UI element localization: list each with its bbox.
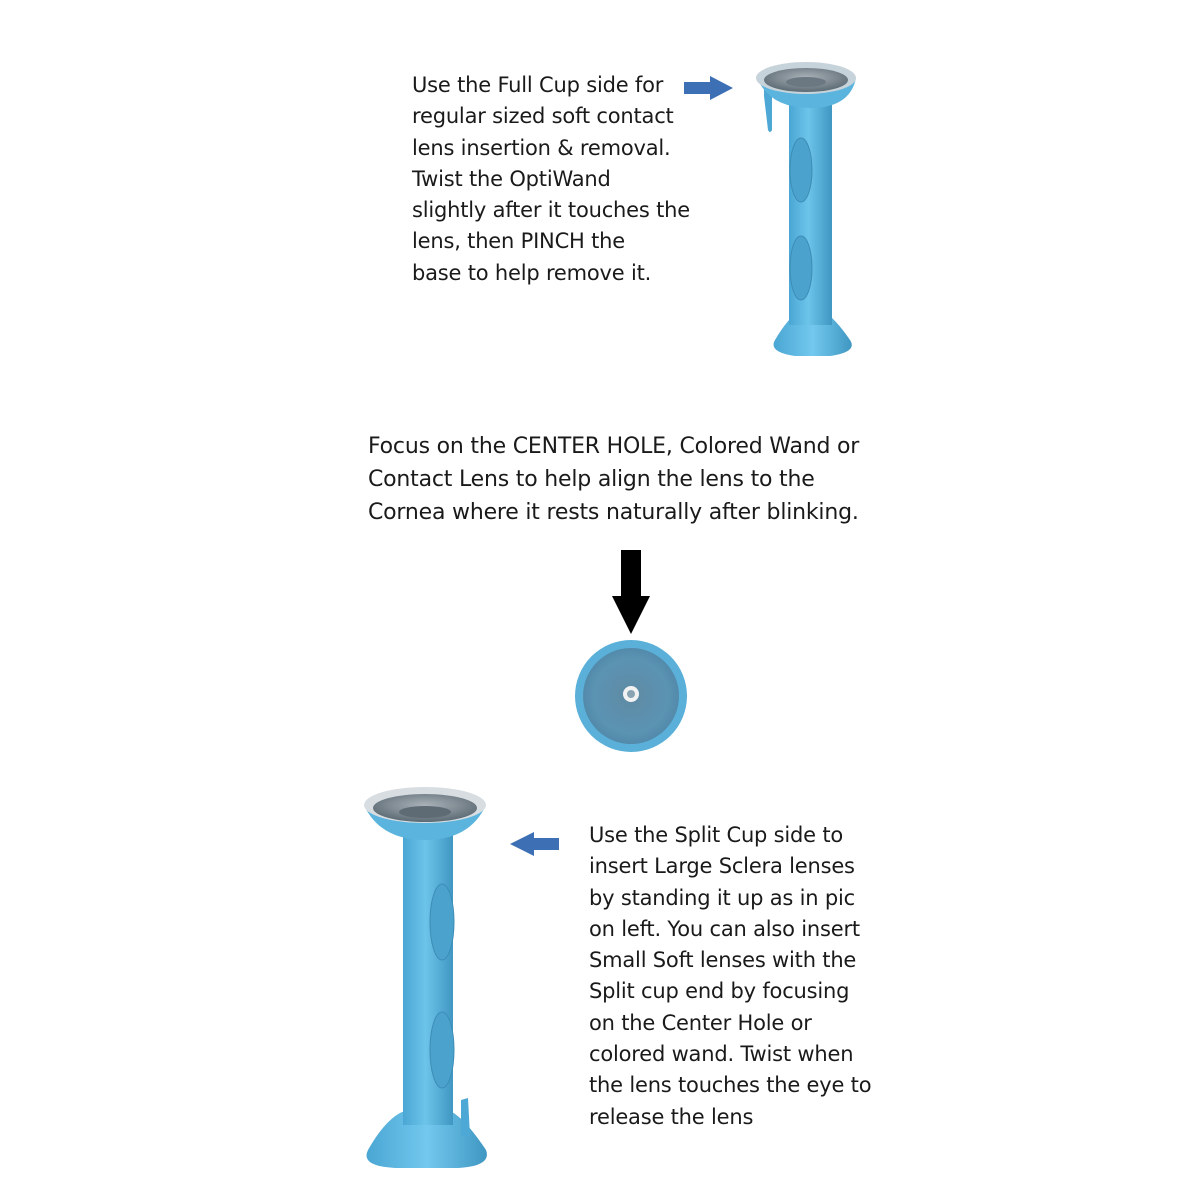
text-line: on left. You can also insert — [589, 916, 860, 941]
text-line: by standing it up as in pic — [589, 885, 855, 910]
wand-split-cup-image — [364, 787, 487, 1168]
text-line: Cornea where it rests naturally after blinking. — [368, 500, 859, 525]
text-line: Small Soft lenses with the — [589, 948, 857, 973]
arrow-left-icon — [510, 832, 559, 856]
wand-full-cup-image — [756, 62, 856, 356]
text-line: colored wand. Twist when — [589, 1042, 854, 1067]
text-line: slightly after it touches the — [412, 198, 690, 223]
text-line: base to help remove it. — [412, 260, 652, 285]
text-line: Split cup end by focusing — [589, 979, 850, 1004]
text-line: Focus on the CENTER HOLE, Colored Wand or — [368, 434, 860, 459]
arrow-down-icon — [612, 550, 650, 634]
center-hole-instructions — [368, 430, 859, 529]
text-line: lens, then PINCH the — [412, 229, 625, 254]
text-line: Use the Split Cup side to — [589, 823, 844, 847]
text-line: regular sized soft contact — [412, 104, 674, 129]
text-line: Contact Lens to help align the lens to the — [368, 467, 815, 492]
text-line: lens insertion & removal. — [412, 135, 671, 160]
text-line: Use the Full Cup side for — [412, 73, 664, 97]
text-line: on the Center Hole or — [589, 1010, 812, 1035]
full-cup-instructions — [412, 70, 690, 289]
text-line: insert Large Sclera lenses — [589, 854, 855, 879]
text-line: the lens touches the eye to — [589, 1073, 872, 1098]
arrow-right-icon — [684, 76, 733, 100]
text-line: release the lens — [589, 1104, 754, 1129]
cup-top-view-image — [575, 640, 687, 752]
text-line: Twist the OptiWand — [412, 166, 611, 191]
split-cup-instructions — [589, 820, 871, 1133]
